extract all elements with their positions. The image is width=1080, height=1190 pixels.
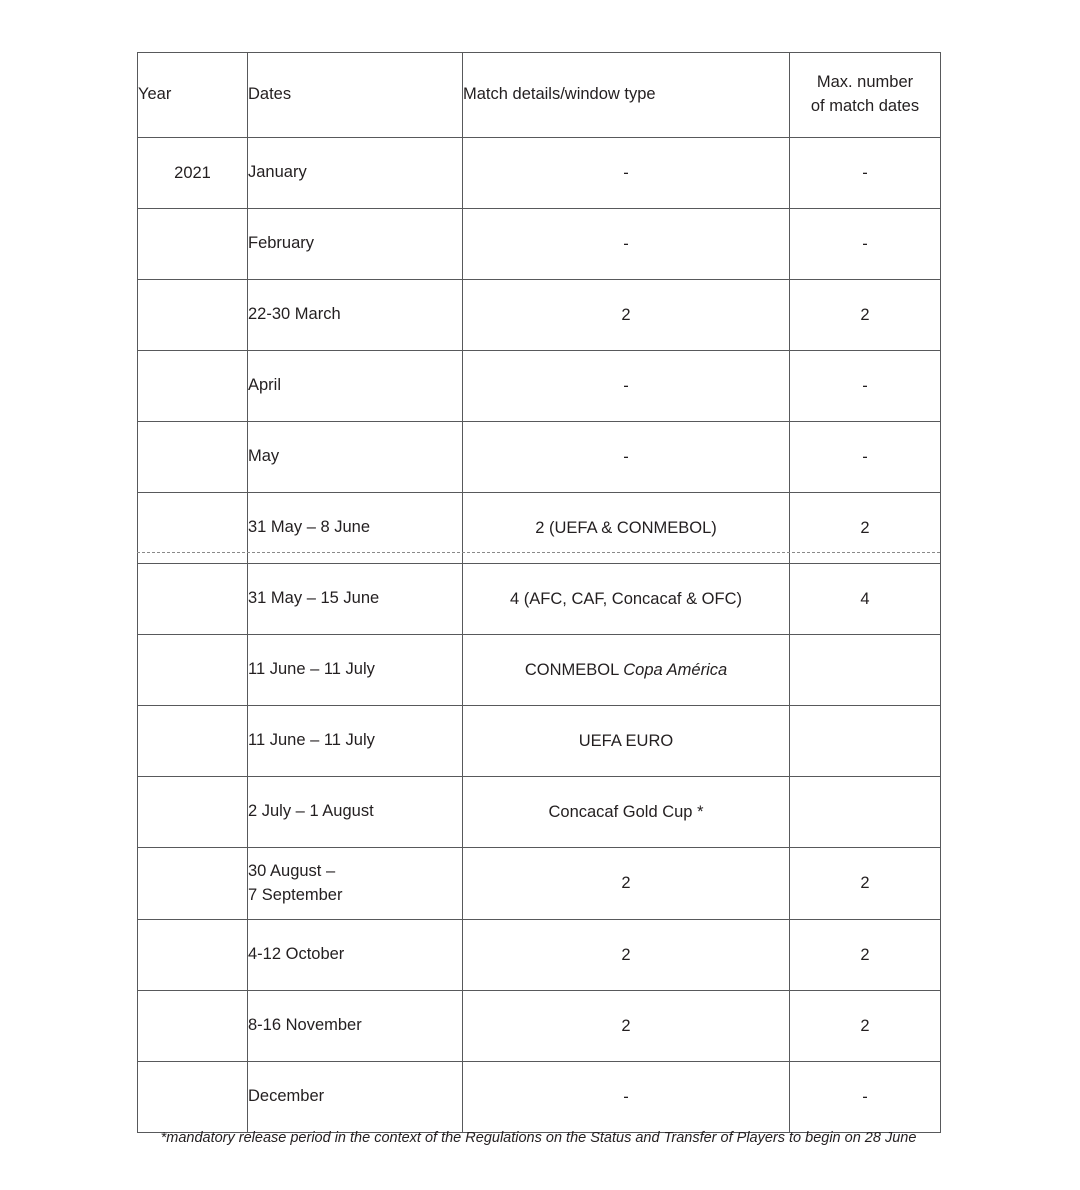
cell-year: 2021 [138,138,248,209]
cell-match-details: Concacaf Gold Cup * [463,777,790,848]
cell-dates-line1: 30 August – [248,862,336,881]
table-row [138,351,941,422]
cell-year [138,991,248,1062]
cell-match-details: 2 (UEFA & CONMEBOL) [463,493,790,564]
cell-year [138,706,248,777]
table-row [138,422,941,493]
table-header-row [138,53,941,138]
cell-match-details-plain: CONMEBOL [524,660,624,679]
cell-dates: 2 July – 1 August [248,777,463,848]
cell-max-match-dates: 2 [790,991,941,1062]
table-row [138,635,941,706]
cell-max-match-dates: 4 [790,564,941,635]
cell-year [138,493,248,564]
table-row [138,138,941,209]
cell-match-details: 2 [463,848,790,920]
cell-year [138,848,248,920]
cell-dates: 22-30 March [248,280,463,351]
table-row [138,991,941,1062]
international-match-calendar-table [137,52,941,1133]
max-header-line2: of match dates [810,97,920,115]
cell-match-details: - [463,138,790,209]
cell-max-match-dates: 2 [790,848,941,920]
cell-max-match-dates: - [790,209,941,280]
cell-dates: 11 June – 11 July [248,635,463,706]
table-row [138,564,941,635]
column-header-match-details: Match details/window type [463,53,790,138]
cell-match-details: 2 [463,280,790,351]
cell-dates: December [248,1062,463,1133]
table-body [138,138,941,1133]
column-header-dates: Dates [248,53,463,138]
max-header-line1: Max. number [816,73,914,92]
cell-dates: 31 May – 15 June [248,564,463,635]
cell-dates [248,848,463,920]
table-row [138,209,941,280]
table-row [138,848,941,920]
cell-match-details: 4 (AFC, CAF, Concacaf & OFC) [463,564,790,635]
cell-dates: May [248,422,463,493]
cell-match-details: - [463,1062,790,1133]
column-header-max-match-dates [790,53,941,138]
cell-year [138,635,248,706]
cell-max-match-dates: - [790,351,941,422]
table-row [138,777,941,848]
cell-year [138,920,248,991]
cell-max-match-dates: - [790,138,941,209]
cell-match-details: 2 [463,991,790,1062]
cell-year [138,1062,248,1133]
cell-dates: 31 May – 8 June [248,493,463,564]
cell-dates: February [248,209,463,280]
cell-year [138,209,248,280]
cell-match-details: 2 [463,920,790,991]
cell-dates: 11 June – 11 July [248,706,463,777]
cell-year [138,564,248,635]
cell-max-match-dates: 2 [790,920,941,991]
cell-year [138,351,248,422]
cell-max-match-dates: 2 [790,280,941,351]
cell-max-match-dates [790,777,941,848]
cell-year [138,777,248,848]
cell-max-match-dates [790,706,941,777]
cell-dates: 4-12 October [248,920,463,991]
cell-match-details: - [463,351,790,422]
cell-match-details [463,635,790,706]
column-header-year: Year [138,53,248,138]
cell-year [138,422,248,493]
cell-dates-line2: 7 September [248,885,343,904]
table-row [138,280,941,351]
table-row [138,493,941,564]
cell-max-match-dates: - [790,422,941,493]
cell-dates: January [248,138,463,209]
footnote-text: *mandatory release period in the context of the Regulations on the Status and Transfer of Players to begin on 28 June [160,1130,917,1146]
cell-match-details-italic: Copa América [623,660,728,679]
table-header [138,53,941,138]
cell-max-match-dates [790,635,941,706]
cell-match-details: - [463,209,790,280]
cell-dates: April [248,351,463,422]
table-row [138,1062,941,1133]
cell-max-match-dates: 2 [790,493,941,564]
cell-match-details: - [463,422,790,493]
cell-dates: 8-16 November [248,991,463,1062]
table-row [138,920,941,991]
table-row [138,706,941,777]
cell-year [138,280,248,351]
cell-max-match-dates: - [790,1062,941,1133]
cell-match-details: UEFA EURO [463,706,790,777]
